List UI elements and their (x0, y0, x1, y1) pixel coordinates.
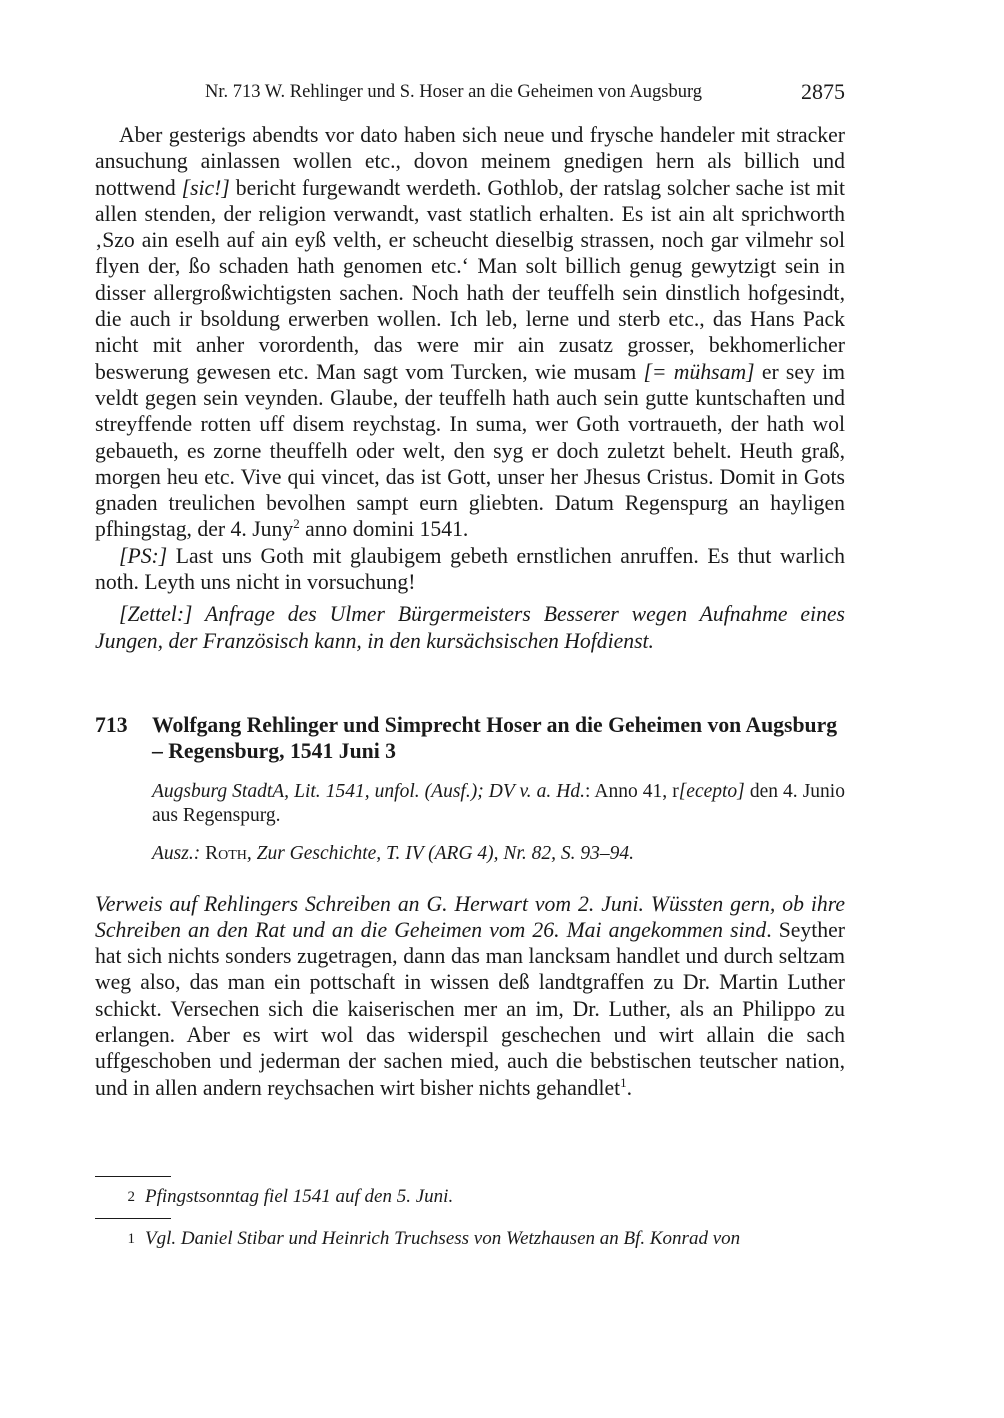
document-heading (95, 712, 845, 765)
excerpt-author: Roth (205, 842, 247, 864)
excerpt-citation: , Zur Geschichte, T. IV (ARG 4), Nr. 82, S. 93–94. (246, 842, 634, 864)
archive-source: Augsburg StadtA, Lit. 1541, unfol. (Ausf.); DV v. a. Hd. (152, 780, 585, 802)
footnote-rule (95, 1176, 171, 1177)
document-number: 713 (95, 712, 128, 737)
text-run: Seyther hat sich nichts sonders zugetragen, dann das man lancksam handlet und durch seltzam weg also, das man ein pottschaft in wissen deß landtgraffen zu Dr. Martin Luther schickt. Versechen sich die kaiserischen mer an im, Dr. Luther, als an Philippo zu erlangen. Aber es wirt wol das widerspil geschechen und wirt allain die sach uffgeschoben und jederman der sachen mied, auch die bebstischen teutscher nation, und in allen andern reychsachen wirt bisher nichts gehandlet (95, 917, 845, 1100)
text-run: Aber gesterigs abendts vor dato haben sich neue und frysche handeler mit stracker ansuchung ainlassen wollen etc., dovon meinem gnedigen hern als billich und nottwend (95, 123, 845, 200)
footnote-block-713 (95, 1218, 845, 1251)
text-run: er sey im veldt gegen sein veynden. Glaube, der teuffelh hath auch sein gutte kuntschaften und streyffende rotten uff disem reychstag. In suma, wer Goth vortraueth, der hath wol gebaueth, es zorne theuffelh oder welt, den syg er doch zuletzt behelt. Heuth graß, morgen heu etc. Vive qui vincet, das ist Gott, unser her Jhesus Cristus. Domit in Gots gnaden treulichen bevolhen sampt eurn gliebten. Datum Regenspurg an hayligen pfhingstag, der 4. Juny (95, 359, 846, 542)
regest-summary: Verweis auf Rehlingers Schreiben an G. Herwart vom 2. Juni. Wüssten gern, ob ihre Schreiben an den Rat und an die Geheimen vom 26. Mai angekommen sind (95, 891, 845, 942)
footnote-block-prev (95, 1176, 845, 1209)
letter-paragraph (95, 122, 845, 543)
footnote-mark: 1 (127, 1231, 135, 1247)
source-reference (152, 780, 845, 828)
page-body (95, 122, 845, 1101)
footnote-1 (95, 1227, 845, 1251)
page-number: 2875 (801, 79, 845, 104)
excerpt-reference (152, 842, 845, 866)
text-run: anno domini 1541. (299, 517, 469, 542)
text-run: . (766, 917, 772, 942)
text-run: bericht furgewandt werdeth. Gothlob, der ratslag solcher sache ist mit allen stenden, der religion verwandt, vast statlich erhalten. Es ist ain alt sprichworth ‚Szo ain eselh auf ain eyß velth, er scheucht dieselbig strassen, noch gar vilmehr sol flyen der, ßo schaden hath genomen etc.‘ Man solt billich genug gewytzigt sein in disser allergroßwichtigsten sachen. Noch hath der teuffelh sein dinstlich hofgesindt, die auch ir bsoldung erwerben wollen. Ich leb, lerne und sterb etc., das Hans Pack nicht mit anher vorordenth, das were mir ain zusatz grosser, bekhomerlicher beswerung gewesen etc. Man sagt vom Turcken, wie musam (95, 175, 845, 384)
running-title: Nr. 713 W. Rehlinger und S. Hoser an die Geheimen von Augsburg (205, 82, 703, 102)
footnote-rule (95, 1218, 171, 1219)
text-run: den 4. Junio aus Regenspurg. (152, 780, 845, 826)
editorial-note: [= mühsam] (643, 359, 755, 384)
excerpt-label: Ausz.: (152, 842, 206, 864)
text-run: . (626, 1075, 633, 1100)
postscript-text: Last uns Goth mit glaubigem gebeth ernstlichen anruffen. Es thut warlich noth. Leyth uns nicht in vorsuchung! (95, 543, 845, 595)
footnote-text: Vgl. Daniel Stibar und Heinrich Truchsess von Wetzhausen an Bf. Konrad von (145, 1228, 741, 1249)
text-run: : Anno 41, r (584, 780, 679, 802)
footnote-2 (95, 1185, 845, 1209)
footnote-mark: 2 (127, 1189, 135, 1205)
postscript (95, 543, 845, 596)
footnote-text: Pfingstsonntag fiel 1541 auf den 5. Juni. (145, 1186, 454, 1207)
footnote-ref[interactable]: 2 (293, 516, 300, 532)
editorial-note: [sic!] (181, 175, 230, 200)
document-title: Wolfgang Rehlinger und Simprecht Hoser an die Geheimen von Augsburg – Regensburg, 1541 Juni 3 (152, 712, 838, 764)
postscript-label: [PS:] (119, 543, 168, 568)
footnote-ref[interactable]: 1 (620, 1074, 627, 1090)
document-text (95, 891, 845, 1101)
zettel-note: [Zettel:] Anfrage des Ulmer Bürgermeisters Besserer wegen Aufnahme eines Jungen, der Französisch kann, in den kursächsischen Hofdienst. (95, 602, 845, 653)
editorial-note: [ecepto] (678, 780, 745, 802)
